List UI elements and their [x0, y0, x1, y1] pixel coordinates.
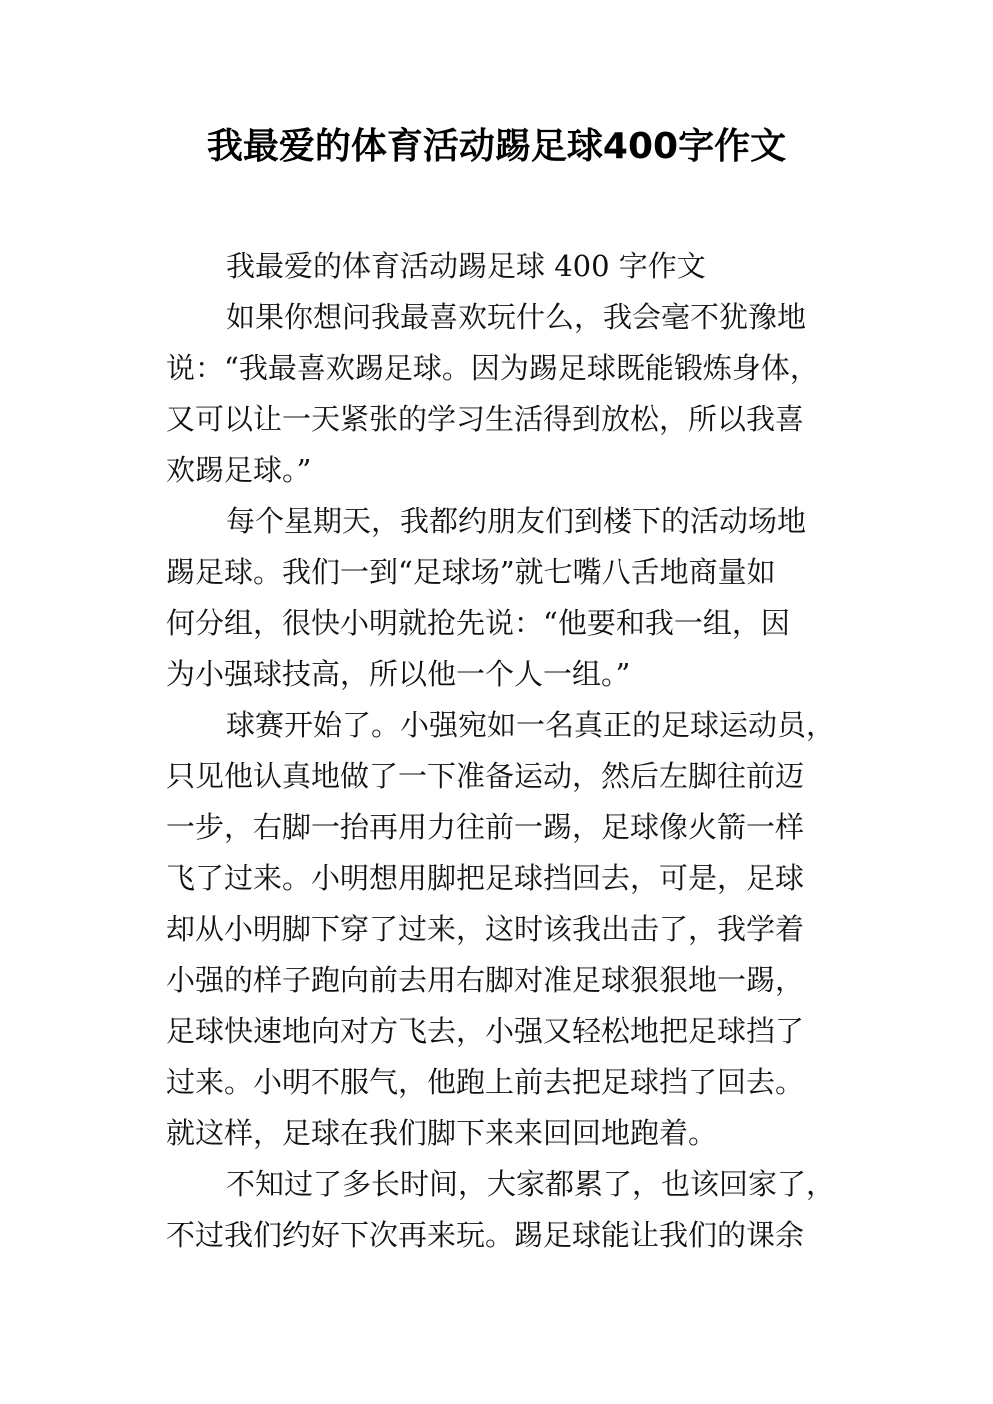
paragraph-2-line: 为小强球技高，所以他一个人一组。” — [166, 657, 631, 691]
paragraph-3-line: 过来。小明不服气，他跑上前去把足球挡了回去。 — [166, 1065, 805, 1099]
paragraph-3-line: 就这样，足球在我们脚下来来回回地跑着。 — [166, 1116, 718, 1150]
paragraph-2-line: 何分组，很快小明就抢先说：“他要和我一组，因 — [166, 606, 790, 640]
document-title: 我最爱的体育活动踢足球400字作文 — [206, 126, 787, 167]
paragraph-1-line: 欢踢足球。” — [166, 453, 312, 487]
paragraph-4-line: 不知过了多长时间，大家都累了，也该回家了， — [226, 1167, 836, 1201]
paragraph-4-line: 不过我们约好下次再来玩。踢足球能让我们的课余 — [166, 1218, 805, 1252]
document-body — [166, 241, 836, 1261]
paragraph-1-line: 说：“我最喜欢踢足球。因为踢足球既能锻炼身体， — [166, 351, 819, 385]
paragraph-3-line: 球赛开始了。小强宛如一名真正的足球运动员， — [226, 708, 836, 742]
paragraph-3-line: 却从小明脚下穿了过来，这时该我出击了，我学着 — [166, 912, 805, 946]
paragraph-2-line: 踢足球。我们一到“足球场”就七嘴八舌地商量如 — [166, 555, 776, 589]
paragraph-2-line: 每个星期天，我都约朋友们到楼下的活动场地 — [226, 504, 807, 538]
paragraph-3-line: 只见他认真地做了一下准备运动，然后左脚往前迈 — [166, 759, 805, 793]
paragraph-3-line: 足球快速地向对方飞去，小强又轻松地把足球挡了 — [166, 1014, 805, 1048]
paragraph-1-line: 如果你想问我最喜欢玩什么，我会毫不犹豫地 — [226, 300, 807, 334]
paragraph-3-line: 一步，右脚一抬再用力往前一踢，足球像火箭一样 — [166, 810, 805, 844]
paragraph-3-line: 小强的样子跑向前去用右脚对准足球狠狠地一踢， — [166, 963, 805, 997]
paragraph-1-line: 又可以让一天紧张的学习生活得到放松，所以我喜 — [166, 402, 805, 436]
subtitle-line: 我最爱的体育活动踢足球 400 字作文 — [226, 249, 706, 283]
paragraph-3-line: 飞了过来。小明想用脚把足球挡回去，可是，足球 — [166, 861, 805, 895]
